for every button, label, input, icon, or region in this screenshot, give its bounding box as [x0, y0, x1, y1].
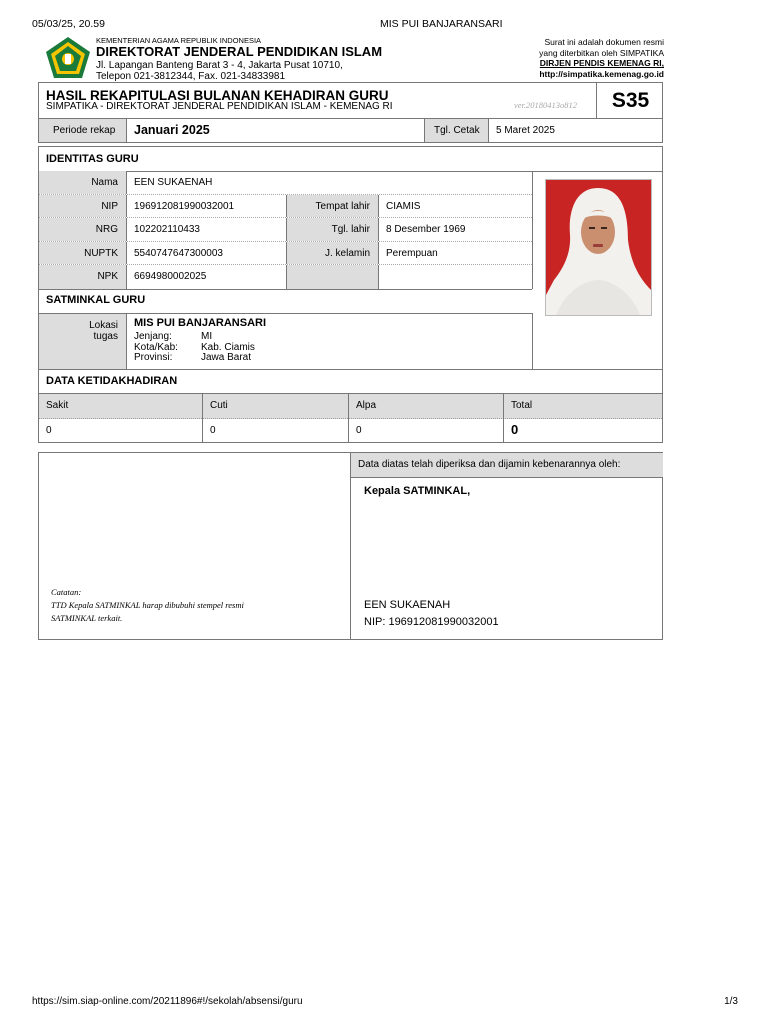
address: Jl. Lapangan Banteng Barat 3 - 4, Jakarta Pusat 10710,	[96, 59, 343, 71]
report-title: HASIL REKAPITULASI BULANAN KEHADIRAN GURU	[46, 88, 389, 103]
note	[51, 586, 244, 624]
signer-role: Kepala SATMINKAL,	[364, 485, 471, 497]
satminkal-heading: SATMINKAL GURU	[46, 294, 146, 306]
note-line: TTD Kepala SATMINKAL harap dibubuhi stempel resmi	[51, 599, 244, 610]
kemenag-logo-icon	[44, 36, 92, 80]
absence-header-alpa: Alpa	[356, 400, 377, 411]
absence-header-total: Total	[511, 400, 533, 411]
print-timestamp: 05/03/25, 20.59	[32, 18, 105, 30]
tugas-label: tugas	[93, 331, 118, 342]
letterhead	[96, 37, 382, 82]
print-url: https://sim.siap-online.com/20211896#!/sekolah/absensi/guru	[32, 996, 303, 1007]
version-label: ver.20180413o812	[514, 100, 578, 110]
jenjang-value: MI	[201, 330, 213, 342]
tempat-label: Tempat lahir	[315, 200, 370, 212]
absence-value-alpa: 0	[356, 425, 362, 436]
absence-value-row	[39, 418, 662, 442]
form-code: S35	[596, 83, 664, 118]
absence-value-sakit: 0	[46, 425, 52, 436]
signer-nip: NIP: 196912081990032001	[364, 616, 499, 628]
absence-value-cuti: 0	[210, 425, 216, 436]
jenjang-label: Jenjang:	[134, 330, 172, 342]
notice-line: Surat ini adalah dokumen resmi	[544, 37, 664, 47]
row-npk	[39, 265, 532, 289]
nuptk-value: 5540747647300003	[134, 247, 223, 259]
row-nuptk	[39, 242, 532, 266]
nip-label: NIP	[101, 200, 118, 212]
npk-value: 6694980002025	[134, 271, 207, 282]
print-date-label: Tgl. Cetak	[434, 125, 480, 136]
absence-value-total: 0	[511, 422, 519, 437]
gender-label: J. kelamin	[324, 247, 370, 259]
notice-url: http://simpatika.kemenag.go.id	[539, 68, 664, 79]
absence-header-row	[39, 393, 662, 419]
period-label: Periode rekap	[53, 125, 116, 136]
notice-line: DIRJEN PENDIS KEMENAG RI,	[539, 58, 664, 69]
absence-header-sakit: Sakit	[46, 400, 69, 411]
kota-label: Kota/Kab:	[134, 341, 178, 353]
lokasi-label: Lokasi	[89, 320, 118, 331]
period-value: Januari 2025	[134, 123, 210, 137]
signature-box	[38, 452, 663, 640]
tgl-lahir-value: 8 Desember 1969	[386, 224, 466, 235]
nrg-value: 102202110433	[134, 224, 200, 235]
note-label: Catatan:	[51, 587, 82, 597]
ministry-name: KEMENTERIAN AGAMA REPUBLIK INDONESIA	[96, 36, 262, 45]
npk-label: NPK	[97, 271, 118, 282]
absence-header-cuti: Cuti	[210, 400, 228, 411]
print-title: MIS PUI BANJARANSARI	[380, 18, 503, 30]
notice-line: yang diterbitkan oleh SIMPATIKA	[539, 47, 664, 58]
nama-label: Nama	[91, 177, 118, 188]
note-line: SATMINKAL terkait.	[51, 612, 123, 623]
nrg-label: NRG	[95, 224, 118, 235]
nip-value: 196912081990032001	[134, 200, 235, 212]
report-subtitle: SIMPATIKA - DIREKTORAT JENDERAL PENDIDIKAN ISLAM - KEMENAG RI	[46, 101, 393, 112]
provinsi-value: Jawa Barat	[201, 352, 252, 364]
identity-heading: IDENTITAS GURU	[46, 153, 139, 165]
signer-name: EEN SUKAENAH	[364, 599, 451, 611]
phone: Telepon 021-3812344, Fax. 021-34833981	[96, 70, 286, 82]
row-nama	[39, 171, 532, 195]
school-name: MIS PUI BANJARANSARI	[134, 317, 267, 329]
tgl-lahir-label: Tgl. lahir	[331, 224, 370, 235]
page-number: 1/3	[724, 996, 738, 1007]
row-nip	[39, 195, 532, 219]
directorate-name: DIREKTORAT JENDERAL PENDIDIKAN ISLAM	[96, 44, 383, 60]
gender-value: Perempuan	[386, 247, 438, 259]
portrait-image	[546, 180, 651, 315]
teacher-photo	[545, 179, 652, 316]
kota-value: Kab. Ciamis	[201, 341, 255, 353]
provinsi-label: Provinsi:	[134, 352, 173, 364]
nama-value: EEN SUKAENAH	[134, 177, 213, 188]
period-row	[38, 118, 663, 143]
print-date-value: 5 Maret 2025	[496, 125, 555, 136]
satminkal-row	[39, 313, 533, 370]
verified-statement: Data diatas telah diperiksa dan dijamin kebenarannya oleh:	[358, 459, 621, 470]
nuptk-label: NUPTK	[84, 247, 118, 259]
tempat-value: CIAMIS	[386, 200, 421, 212]
report-title-box	[38, 82, 663, 119]
row-nrg	[39, 218, 532, 242]
official-notice	[484, 37, 664, 80]
absence-heading: DATA KETIDAKHADIRAN	[46, 375, 178, 387]
